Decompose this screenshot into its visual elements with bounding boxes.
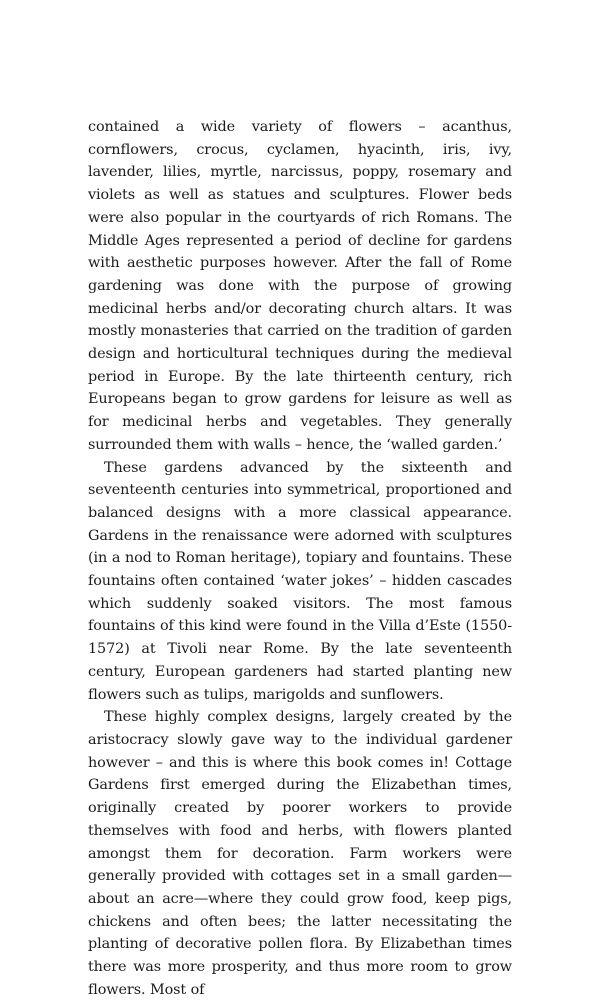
paragraph-cottage-gardens: These highly complex designs, largely created by the aristocracy slowly gave way to the individual gardener however – and this is where this book comes in! Cottage Gardens first emerged during the Elizabethan times, originally created by poorer workers to provide themselves with food and herbs, with flowers planted amongst them for decoration. Farm workers were generally provided with cottages set in a small garden—about an acre—where they could grow food, keep pigs, chickens and often bees; the latter necessitating the planting of decorative pollen flora. By Elizabethan times there was more prosperity, and thus more room to grow flowers. Most of (88, 709, 512, 998)
book-page-body (88, 116, 512, 1001)
paragraph-continued: contained a wide variety of flowers – acanthus, cornflowers, crocus, cyclamen, hyacinth, iris, ivy, lavender, lilies, myrtle, narcissus, poppy, rosemary and violets as well as statues and sculptures. Flower beds were also popular in the courtyards of rich Romans. The Middle Ages represented a period of decline for gardens with aesthetic purposes however. After the fall of Rome gardening was done with the purpose of growing medicinal herbs and/or decorating church altars. It was mostly monasteries that carried on the tradition of garden design and horticultural techniques during the medieval period in Europe. By the late thirteenth century, rich Europeans began to grow gardens for leisure as well as for medicinal herbs and vegetables. They generally surrounded them with walls – hence, the ‘walled garden.’ (88, 119, 512, 453)
paragraph-renaissance-gardens: These gardens advanced by the sixteenth and seventeenth centuries into symmetrical, proportioned and balanced designs with a more classical appearance. Gardens in the renaissance were adorned with sculptures (in a nod to Roman heritage), topiary and fountains. These fountains often contained ‘water jokes’ – hidden cascades which suddenly soaked visitors. The most famous fountains of this kind were found in the Villa d’Este (1550-1572) at Tivoli near Rome. By the late seventeenth century, European gardeners had started planting new flowers such as tulips, marigolds and sunflowers. (88, 459, 512, 703)
